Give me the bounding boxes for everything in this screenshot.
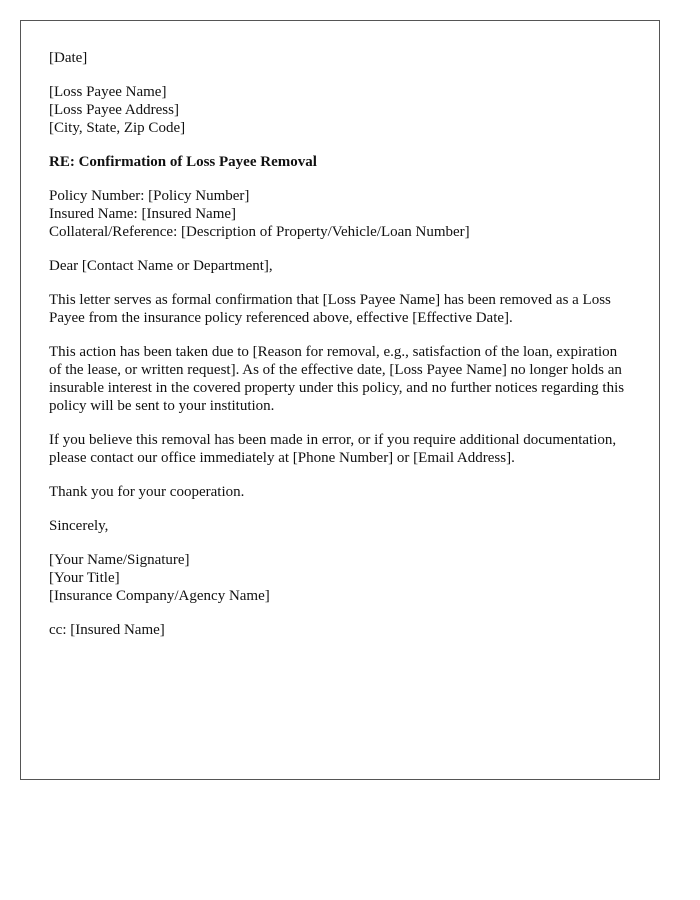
subject-block [49,153,631,171]
paragraph-reason: This action has been taken due to [Reason for removal, e.g., satisfaction of the loan, expiration of the lease, or written request]. As of the effective date, [Loss Payee Name] no longer holds an insurable interest in the covered property under this policy, and no further notices regarding this policy will be sent to your institution. [49,344,625,414]
signature-company: [Insurance Company/Agency Name] [49,588,270,604]
salutation-block [49,257,631,275]
letter-page [20,20,660,780]
cc-block [49,621,631,639]
policy-number: Policy Number: [Policy Number] [49,188,250,204]
closing-block [49,517,631,535]
date-block [49,49,631,67]
paragraph-confirmation: This letter serves as formal confirmation that [Loss Payee Name] has been removed as a Loss Payee from the insurance policy referenced above, effective [Effective Date]. [49,292,611,326]
recipient-address-block [49,83,631,137]
signature-title: [Your Title] [49,570,120,586]
collateral-reference: Collateral/Reference: [Description of Property/Vehicle/Loan Number] [49,224,470,240]
letter-date: [Date] [49,50,88,66]
signature-name: [Your Name/Signature] [49,552,190,568]
policy-details-block [49,187,631,241]
insured-name: Insured Name: [Insured Name] [49,206,237,222]
paragraph-contact: If you believe this removal has been made in error, or if you require additional documentation, please contact our office immediately at [Phone Number] or [Email Address]. [49,432,617,466]
signature-block [49,551,631,605]
cc-line: cc: [Insured Name] [49,622,165,638]
recipient-address: [Loss Payee Address] [49,102,179,118]
recipient-city-state-zip: [City, State, Zip Code] [49,120,186,136]
paragraph-thanks: Thank you for your cooperation. [49,484,245,500]
subject-line: RE: Confirmation of Loss Payee Removal [49,154,317,170]
closing: Sincerely, [49,518,109,534]
salutation: Dear [Contact Name or Department], [49,258,273,274]
recipient-name: [Loss Payee Name] [49,84,167,100]
